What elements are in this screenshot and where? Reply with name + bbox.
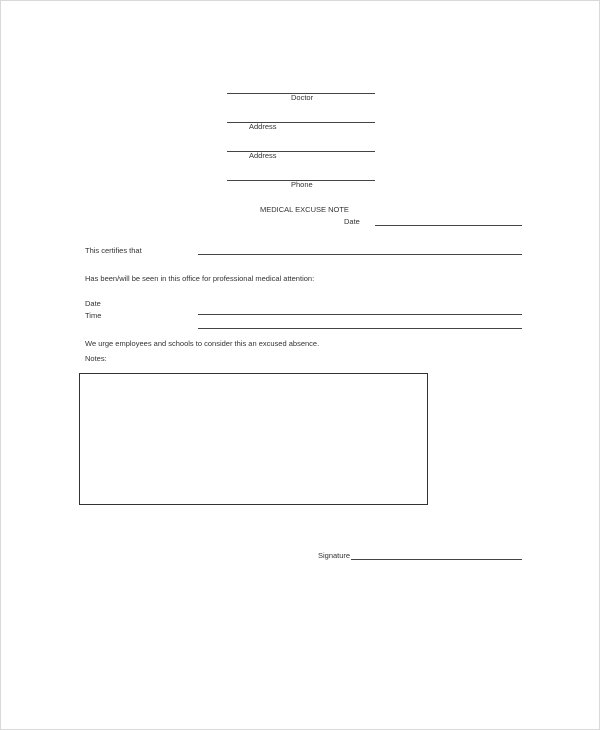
notes-box[interactable]: [79, 373, 428, 505]
patient-name-line[interactable]: [198, 254, 522, 255]
signature-label: Signature: [318, 551, 351, 560]
visit-time-label: Time: [85, 311, 102, 320]
seen-statement: Has been/will be seen in this office for professional medical attention:: [85, 274, 315, 283]
document-title: MEDICAL EXCUSE NOTE: [260, 205, 349, 214]
date-label: Date: [344, 217, 360, 226]
visit-time-line[interactable]: [198, 328, 522, 329]
signature-line[interactable]: [351, 559, 522, 560]
doctor-label: Doctor: [291, 93, 314, 102]
notes-label: Notes:: [85, 354, 107, 363]
visit-date-label: Date: [85, 299, 101, 308]
visit-date-line[interactable]: [198, 314, 522, 315]
urge-statement: We urge employees and schools to consider this an excused absence.: [85, 339, 320, 348]
certifies-label: This certifies that: [85, 246, 142, 255]
date-field-line[interactable]: [375, 225, 522, 226]
address-label-2: Address: [249, 151, 277, 160]
address-label-1: Address: [249, 122, 277, 131]
phone-label: Phone: [291, 180, 313, 189]
